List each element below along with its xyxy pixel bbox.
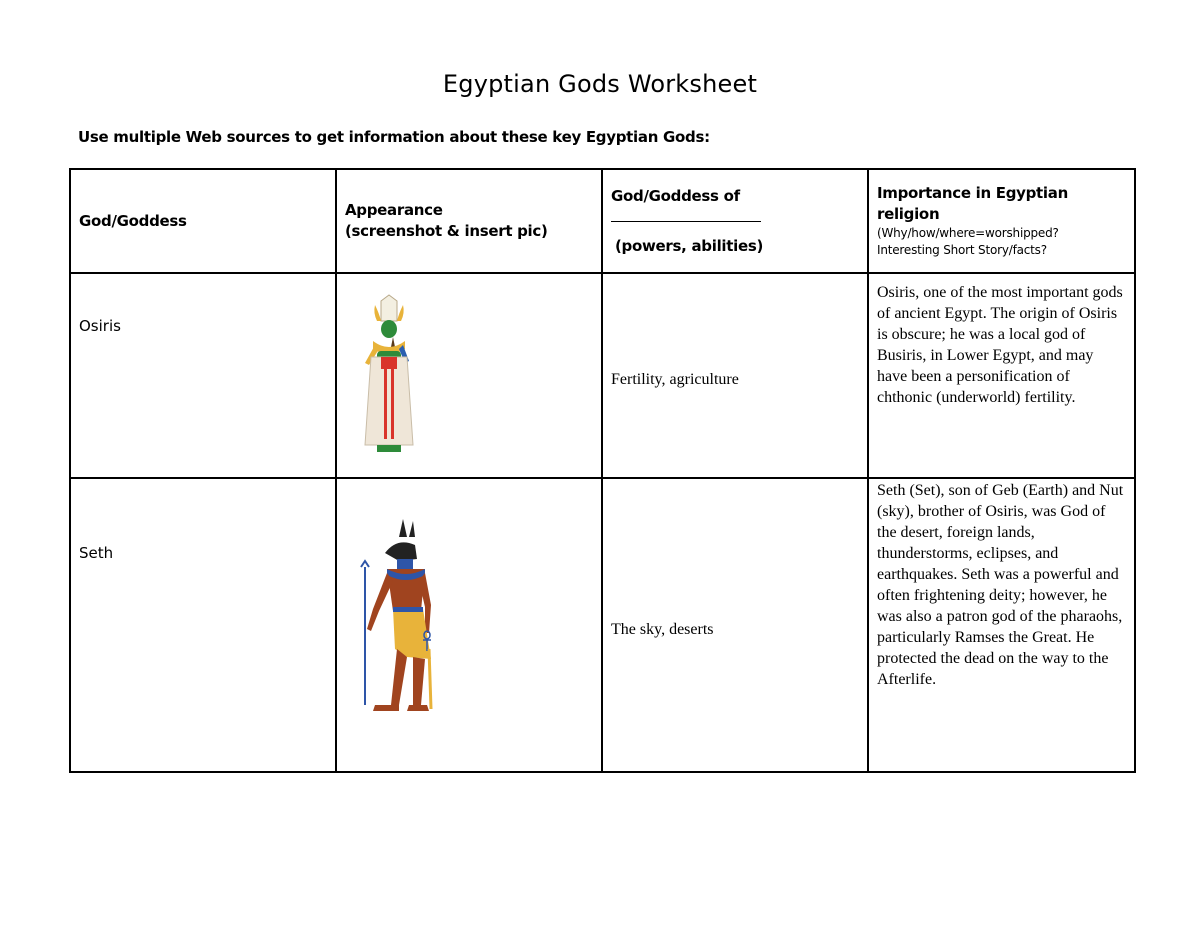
header-god: God/Goddess: [79, 211, 187, 230]
osiris-image-cell: [336, 273, 602, 478]
header-appearance-cell: [336, 169, 602, 273]
header-domain-line2: (powers, abilities): [615, 236, 764, 255]
header-importance-line3: Interesting Short Story/facts?: [877, 243, 1047, 257]
seth-name-cell: [70, 478, 336, 772]
osiris-name: Osiris: [79, 317, 121, 335]
page-title: Egyptian Gods Worksheet: [442, 70, 758, 98]
header-appearance-line1: Appearance: [345, 201, 443, 219]
seth-image-cell: [336, 478, 602, 772]
osiris-name-cell: [70, 273, 336, 478]
table-row-osiris: [70, 273, 1135, 478]
header-importance-title: Importance in Egyptian religion: [877, 184, 1068, 223]
table-row-seth: [70, 478, 1135, 772]
osiris-importance-cell: [868, 273, 1135, 478]
header-domain-line1: God/Goddess of: [611, 186, 740, 205]
fill-in-blank-line: [611, 221, 761, 222]
header-domain-cell: [602, 169, 868, 273]
seth-figure-image: [337, 509, 603, 737]
header-appearance-line2: (screenshot & insert pic): [345, 222, 548, 240]
seth-powers: The sky, deserts: [611, 620, 714, 638]
header-domain: [611, 186, 859, 257]
osiris-figure-image: [337, 293, 603, 454]
osiris-powers-cell: [602, 273, 868, 478]
seth-importance-cell: [868, 478, 1135, 772]
osiris-powers: Fertility, agriculture: [611, 371, 739, 388]
header-importance-line2: (Why/how/where=worshipped?: [877, 226, 1059, 240]
instructions-text: Use multiple Web sources to get information about these key Egyptian Gods:: [78, 128, 710, 146]
header-importance-cell: [868, 169, 1135, 273]
gods-table: [69, 168, 1136, 773]
table-header-row: [70, 169, 1135, 273]
header-god-cell: [70, 169, 336, 273]
seth-name: Seth: [79, 544, 114, 562]
osiris-importance: Osiris, one of the most important gods of ancient Egypt. The origin of Osiris is obscure; he was a local god of Busiris, in Lower Egypt, and may have been a personification of chthonic (underworld) fertility.: [877, 284, 1123, 406]
seth-importance: Seth (Set), son of Geb (Earth) and Nut (sky), brother of Osiris, was God of the desert, foreign lands, thunderstorms, eclipses, and earthquakes. Seth was a powerful and often frightening deity; however, he was also a patron god of the pharaohs, particularly Ramses the Great. He protected the dead on the way to the Afterlife.: [877, 482, 1124, 688]
seth-powers-cell: [602, 478, 868, 772]
header-appearance: [345, 200, 593, 242]
